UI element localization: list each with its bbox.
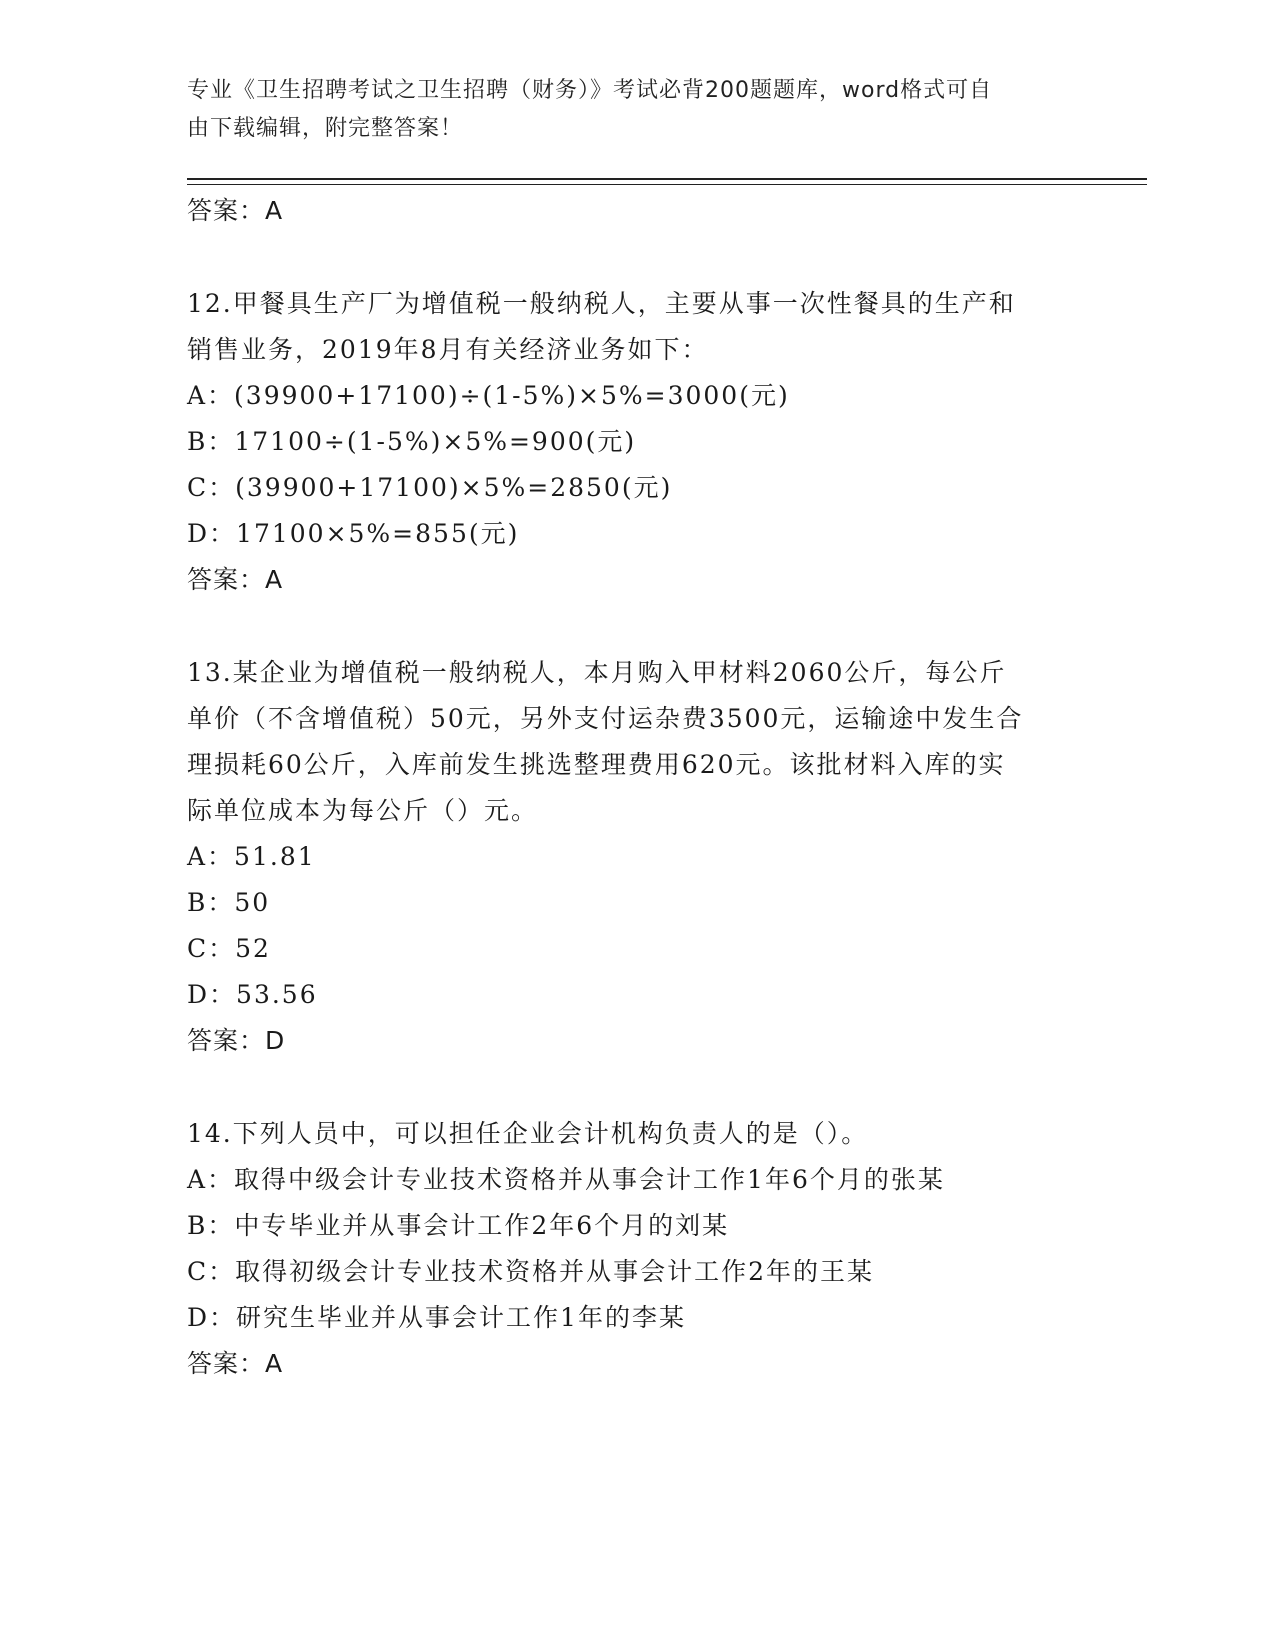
header-divider-thin (187, 184, 1147, 185)
header-line-2: 由下载编辑，附完整答案！ (187, 116, 464, 141)
option-d: D：研究生毕业并从事会计工作1年的李某 (187, 1303, 686, 1332)
header-line-1: 专业《卫生招聘考试之卫生招聘（财务）》考试必背200题题库，word格式可自 (187, 78, 993, 103)
question-list (187, 186, 1107, 1387)
option-b: B：中专毕业并从事会计工作2年6个月的刘某 (187, 1211, 730, 1240)
question-text-line: 单价（不含增值税）50元，另外支付运杂费3500元，运输途中发生合 (187, 704, 1024, 733)
answer-line: 答案：A (187, 565, 284, 594)
option-a: A：(39900+17100)÷(1-5%)×5%=3000(元) (187, 381, 790, 410)
option-d: D：53.56 (187, 980, 318, 1009)
document-header (187, 72, 1087, 148)
question-12 (187, 281, 1107, 603)
option-d: D：17100×5%=855(元) (187, 519, 520, 548)
option-c: C：52 (187, 934, 271, 963)
question-14 (187, 1111, 1107, 1387)
question-text-line: 13.某企业为增值税一般纳税人，本月购入甲材料2060公斤，每公斤 (187, 658, 1007, 687)
header-divider-thick (187, 178, 1147, 180)
question-text-line: 14.下列人员中，可以担任企业会计机构负责人的是（）。 (187, 1119, 869, 1148)
question-text-line: 销售业务，2019年8月有关经济业务如下： (187, 335, 709, 364)
option-c: C：取得初级会计专业技术资格并从事会计工作2年的王某 (187, 1257, 875, 1286)
question-13 (187, 650, 1107, 1064)
answer-line: 答案：A (187, 1349, 284, 1378)
question-text-line: 12.甲餐具生产厂为增值税一般纳税人，主要从事一次性餐具的生产和 (187, 289, 1016, 318)
option-b: B：50 (187, 888, 271, 917)
answer-line: 答案：D (187, 1026, 286, 1055)
option-a: A：51.81 (187, 842, 316, 871)
answer-line: 答案：A (187, 196, 284, 225)
option-b: B：17100÷(1-5%)×5%=900(元) (187, 427, 637, 456)
option-a: A：取得中级会计专业技术资格并从事会计工作1年6个月的张某 (187, 1165, 945, 1194)
question-text-line: 理损耗60公斤，入库前发生挑选整理费用620元。该批材料入库的实 (187, 750, 1006, 779)
option-c: C：(39900+17100)×5%=2850(元) (187, 473, 673, 502)
question-text-line: 际单位成本为每公斤（）元。 (187, 796, 539, 825)
